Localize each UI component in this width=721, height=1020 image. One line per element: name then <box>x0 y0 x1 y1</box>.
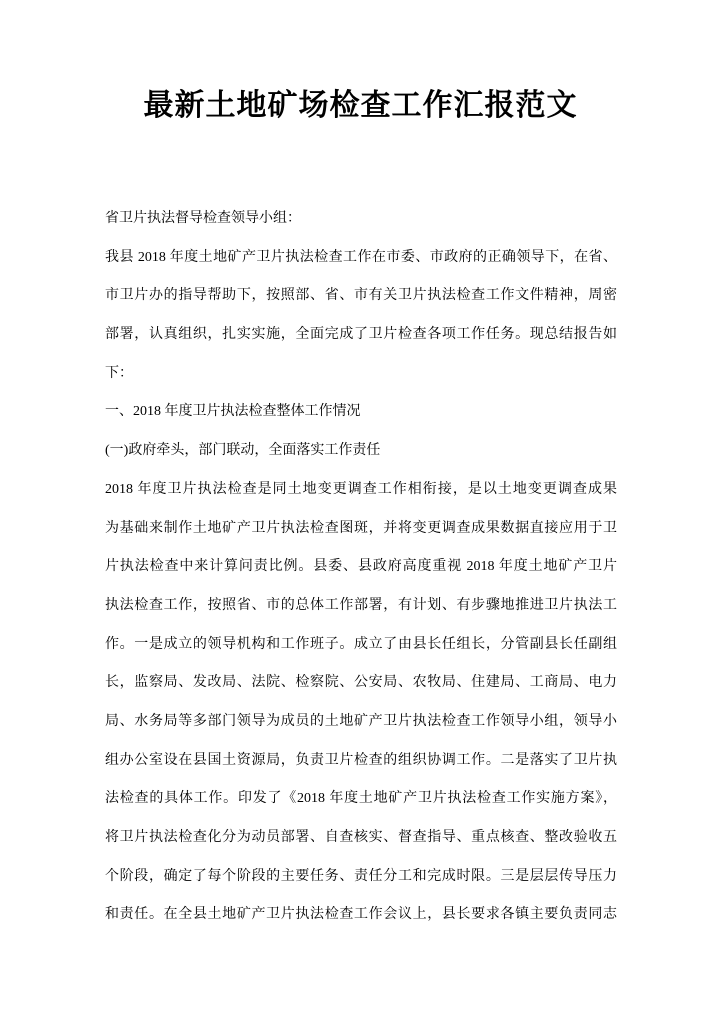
text-line: 将卫片执法检查化分为动员部署、自查核实、督查指导、重点核查、整改验收五 <box>105 830 617 845</box>
text-line: 省卫片执法督导检查领导小组： <box>105 211 301 226</box>
text-line: 长，监察局、发改局、法院、检察院、公安局、农牧局、住建局、工商局、电力 <box>105 675 617 691</box>
text-line: 作。一是成立的领导机构和工作班子。成立了由县长任组长，分管副县长任副组 <box>105 636 617 652</box>
text-line: 和责任。在全县土地矿产卫片执法检查工作会议上，县长要求各镇主要负责同志 <box>105 907 617 923</box>
text-line: 局、水务局等多部门领导为成员的土地矿产卫片执法检查工作领导小组，领导小 <box>105 713 617 729</box>
text-line: 组办公室设在县国土资源局，负责卫片检查的组织协调工作。二是落实了卫片执 <box>105 752 617 768</box>
text-line: 我县 2018 年度土地矿产卫片执法检查工作在市委、市政府的正确领导下，在省、 <box>105 249 617 265</box>
text-line: 执法检查工作，按照省、市的总体工作部署，有计划、有步骤地推进卫片执法工 <box>105 597 617 613</box>
text-line: 法检查的具体工作。印发了《2018 年度土地矿产卫片执法检查工作实施方案》， <box>105 791 617 807</box>
text-line: 一、2018 年度卫片执法检查整体工作情况 <box>105 404 361 420</box>
document-title: 最新土地矿场检查工作汇报范文 <box>143 89 578 122</box>
text-line: 个阶段，确定了每个阶段的主要任务、责任分工和完成时限。三是层层传导压力 <box>105 868 617 884</box>
text-line: 为基础来制作土地矿产卫片执法检查图斑，并将变更调查成果数据直接应用于卫 <box>105 520 617 536</box>
text-line: 市卫片办的指导帮助下，按照部、省、市有关卫片执法检查工作文件精神，周密 <box>105 288 617 304</box>
text-line: 部署，认真组织，扎实实施，全面完成了卫片检查各项工作任务。现总结报告如 <box>105 327 617 343</box>
text-line: 片执法检查中来计算问责比例。县委、县政府高度重视 2018 年度土地矿产卫片 <box>105 559 617 575</box>
text-line: (一)政府牵头，部门联动，全面落实工作责任 <box>105 443 381 459</box>
document-body <box>105 200 617 935</box>
text-line: 下： <box>105 365 133 381</box>
text-line: 2018 年度卫片执法检查是同土地变更调查工作相衔接，是以土地变更调查成果 <box>105 481 617 497</box>
